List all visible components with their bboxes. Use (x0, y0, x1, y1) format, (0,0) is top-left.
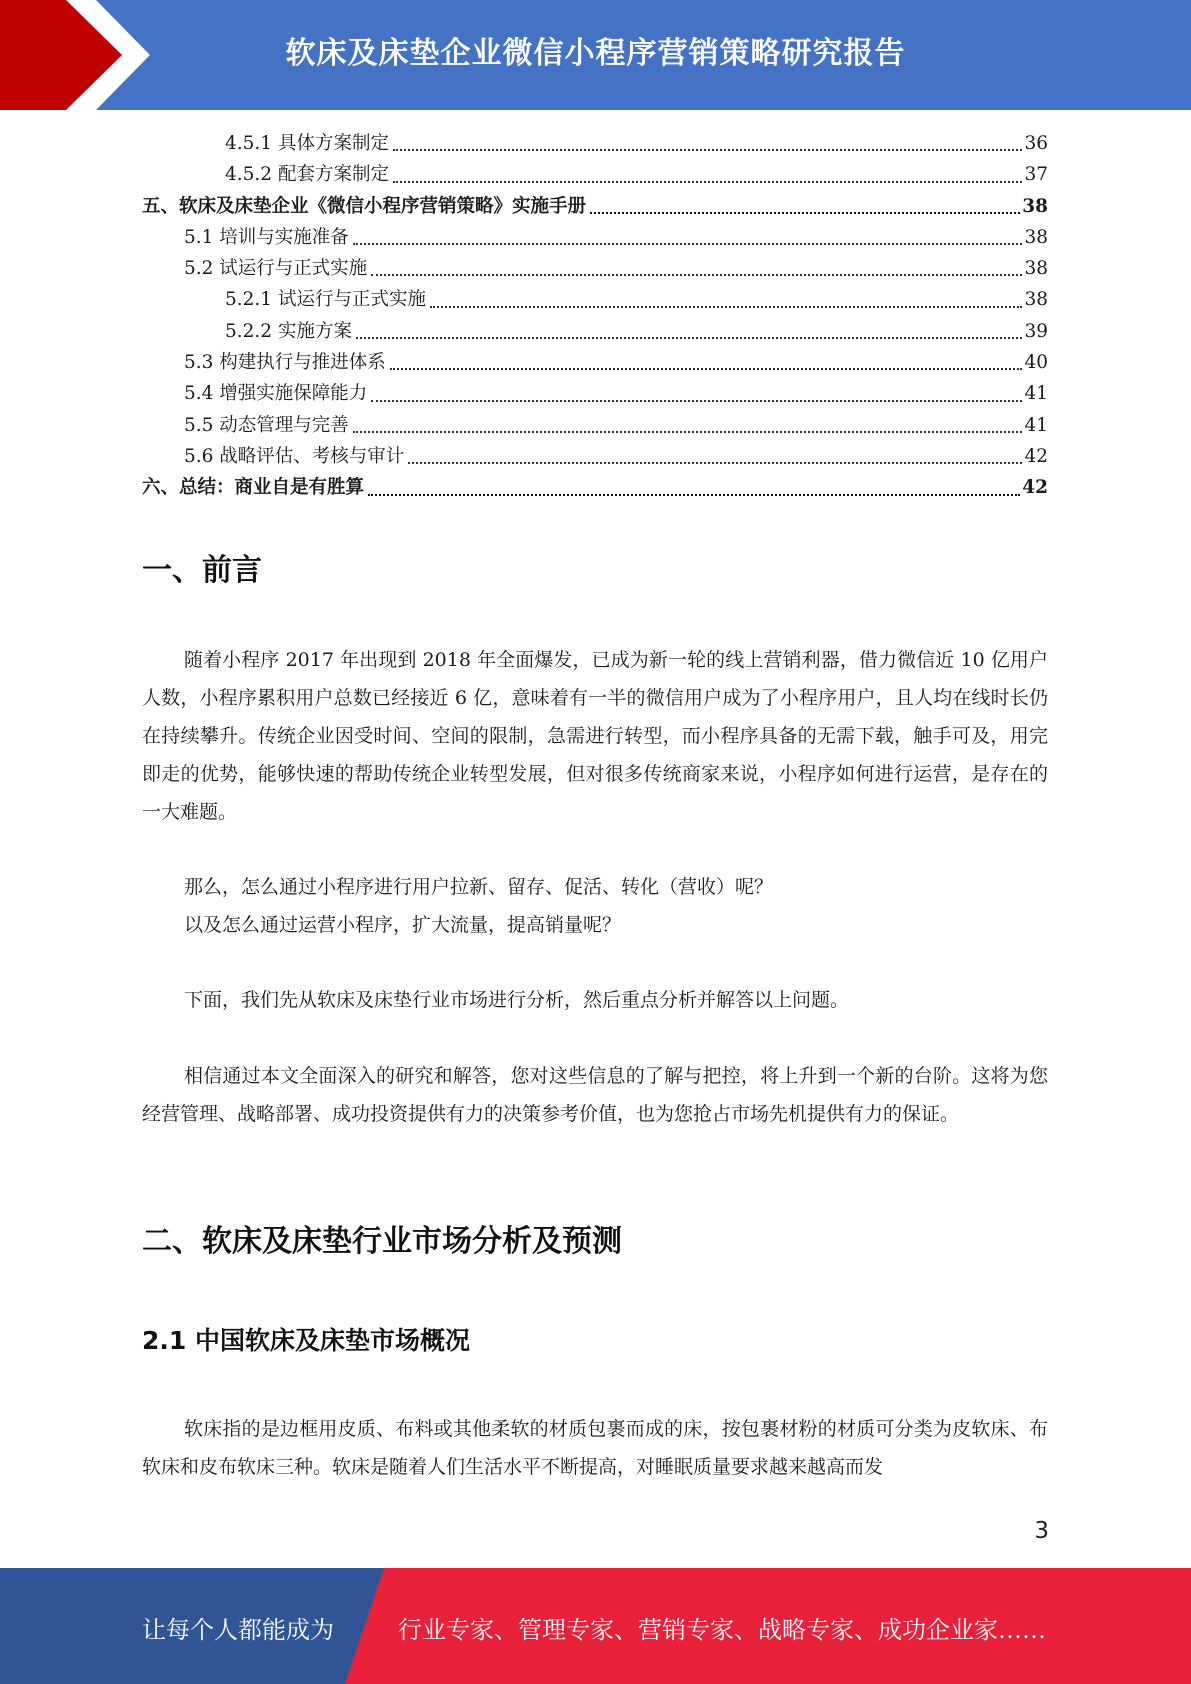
section-title-preface: 一、前言 (142, 553, 262, 588)
toc-dot-leader (353, 430, 1023, 433)
report-title: 软床及床垫企业微信小程序营销策略研究报告 (285, 36, 906, 71)
page-footer (0, 1568, 1191, 1684)
paragraph: 软床指的是边框用皮质、布料或其他柔软的材质包裹而成的床，按包裹材粉的材质可分类为皮软床、布软床和皮布软床三种。软床是随着人们生活水平不断提高，对睡眠质量要求越来越高而发 (142, 1418, 1048, 1478)
footer-slogan-right: 行业专家、管理专家、营销专家、战略专家、成功企业家…… (398, 1616, 1046, 1644)
toc-page-number: 42 (1022, 477, 1048, 499)
toc-page-number: 41 (1024, 414, 1048, 436)
toc-entry[interactable] (142, 378, 1048, 409)
toc-dot-leader (393, 148, 1022, 151)
toc-page-number: 38 (1024, 258, 1048, 280)
paragraph: 以及怎么通过运营小程序，扩大流量，提高销量呢？ (184, 914, 622, 936)
paragraph: 相信通过本文全面深入的研究和解答，您对这些信息的了解与把控，将上升到一个新的台阶。这将为您经营管理、战略部署、成功投资提供有力的决策参考价值，也为您抢占市场先机提供有力的保证。 (142, 1065, 1048, 1125)
page-header (0, 0, 1191, 110)
toc-dot-leader (430, 305, 1022, 308)
toc-page-number: 38 (1022, 195, 1048, 217)
toc-entry-text: 六、总结：商业自是有胜算 (142, 477, 365, 499)
toc-dot-leader (371, 399, 1022, 402)
toc-entry-text: 5.3 构建执行与推进体系 (184, 352, 386, 374)
toc-dot-leader (408, 461, 1022, 464)
toc-dot-leader (368, 493, 1020, 496)
toc-dot-leader (353, 242, 1023, 245)
toc-entry[interactable] (142, 284, 1048, 315)
toc-entry[interactable] (142, 222, 1048, 253)
toc-entry[interactable] (142, 191, 1048, 222)
footer-slogan-left: 让每个人都能成为 (142, 1616, 334, 1644)
toc-entry-text: 5.4 增强实施保障能力 (184, 383, 368, 405)
toc-entry-text: 5.1 培训与实施准备 (184, 226, 349, 248)
table-of-contents (142, 128, 1048, 504)
toc-page-number: 38 (1024, 226, 1048, 248)
toc-page-number: 37 (1024, 164, 1048, 186)
toc-entry-text: 5.6 战略评估、考核与审计 (184, 445, 405, 467)
subsection-title: 2.1 中国软床及床垫市场概况 (142, 1326, 470, 1355)
toc-entry[interactable] (142, 410, 1048, 441)
toc-entry[interactable] (142, 472, 1048, 503)
toc-entry-text: 4.5.1 具体方案制定 (225, 133, 389, 154)
paragraph: 那么，怎么通过小程序进行用户拉新、留存、促活、转化（营收）呢？ (184, 876, 774, 898)
toc-dot-leader (356, 336, 1023, 339)
toc-entry-text: 5.2.1 试运行与正式实施 (225, 289, 426, 311)
section-title-market: 二、软床及床垫行业市场分析及预测 (142, 1224, 622, 1259)
toc-page-number: 38 (1024, 289, 1048, 311)
toc-entry-text: 4.5.2 配套方案制定 (225, 164, 389, 186)
toc-entry[interactable] (142, 159, 1048, 190)
toc-page-number: 36 (1024, 133, 1048, 154)
toc-entry[interactable] (142, 128, 1048, 159)
toc-entry[interactable] (142, 253, 1048, 284)
toc-entry[interactable] (142, 441, 1048, 472)
toc-page-number: 42 (1024, 445, 1048, 467)
toc-dot-leader (371, 273, 1022, 276)
toc-entry[interactable] (142, 347, 1048, 378)
toc-entry[interactable] (142, 316, 1048, 347)
toc-entry-text: 5.2 试运行与正式实施 (184, 258, 368, 280)
toc-dot-leader (390, 367, 1023, 370)
toc-dot-leader (590, 211, 1020, 214)
toc-page-number: 41 (1024, 383, 1048, 405)
toc-page-number: 40 (1024, 352, 1048, 374)
toc-entry-text: 5.2.2 实施方案 (225, 320, 352, 342)
page-number: 3 (1034, 1518, 1049, 1544)
toc-entry-text: 五、软床及床垫企业《微信小程序营销策略》实施手册 (142, 195, 587, 217)
paragraph: 随着小程序 2017 年出现到 2018 年全面爆发，已成为新一轮的线上营销利器，借力微信近 10 亿用户人数，小程序累积用户总数已经接近 6 亿，意味着有一半的微信用户成为了小程序用户，且人均在线时长仍在持续攀升。传统企业因受时间、空间的限制，急需进行转型，而小程序具备的无需下载，触手可及，用完即走的优势，能够快速的帮助传统企业转型发展，但对很多传统商家来说，小程序如何进行运营，是存在的一大难题。 (142, 649, 1048, 823)
paragraph: 下面，我们先从软床及床垫行业市场进行分析，然后重点分析并解答以上问题。 (184, 989, 850, 1011)
toc-page-number: 39 (1024, 320, 1048, 342)
toc-dot-leader (393, 180, 1022, 183)
toc-entry-text: 5.5 动态管理与完善 (184, 414, 349, 436)
